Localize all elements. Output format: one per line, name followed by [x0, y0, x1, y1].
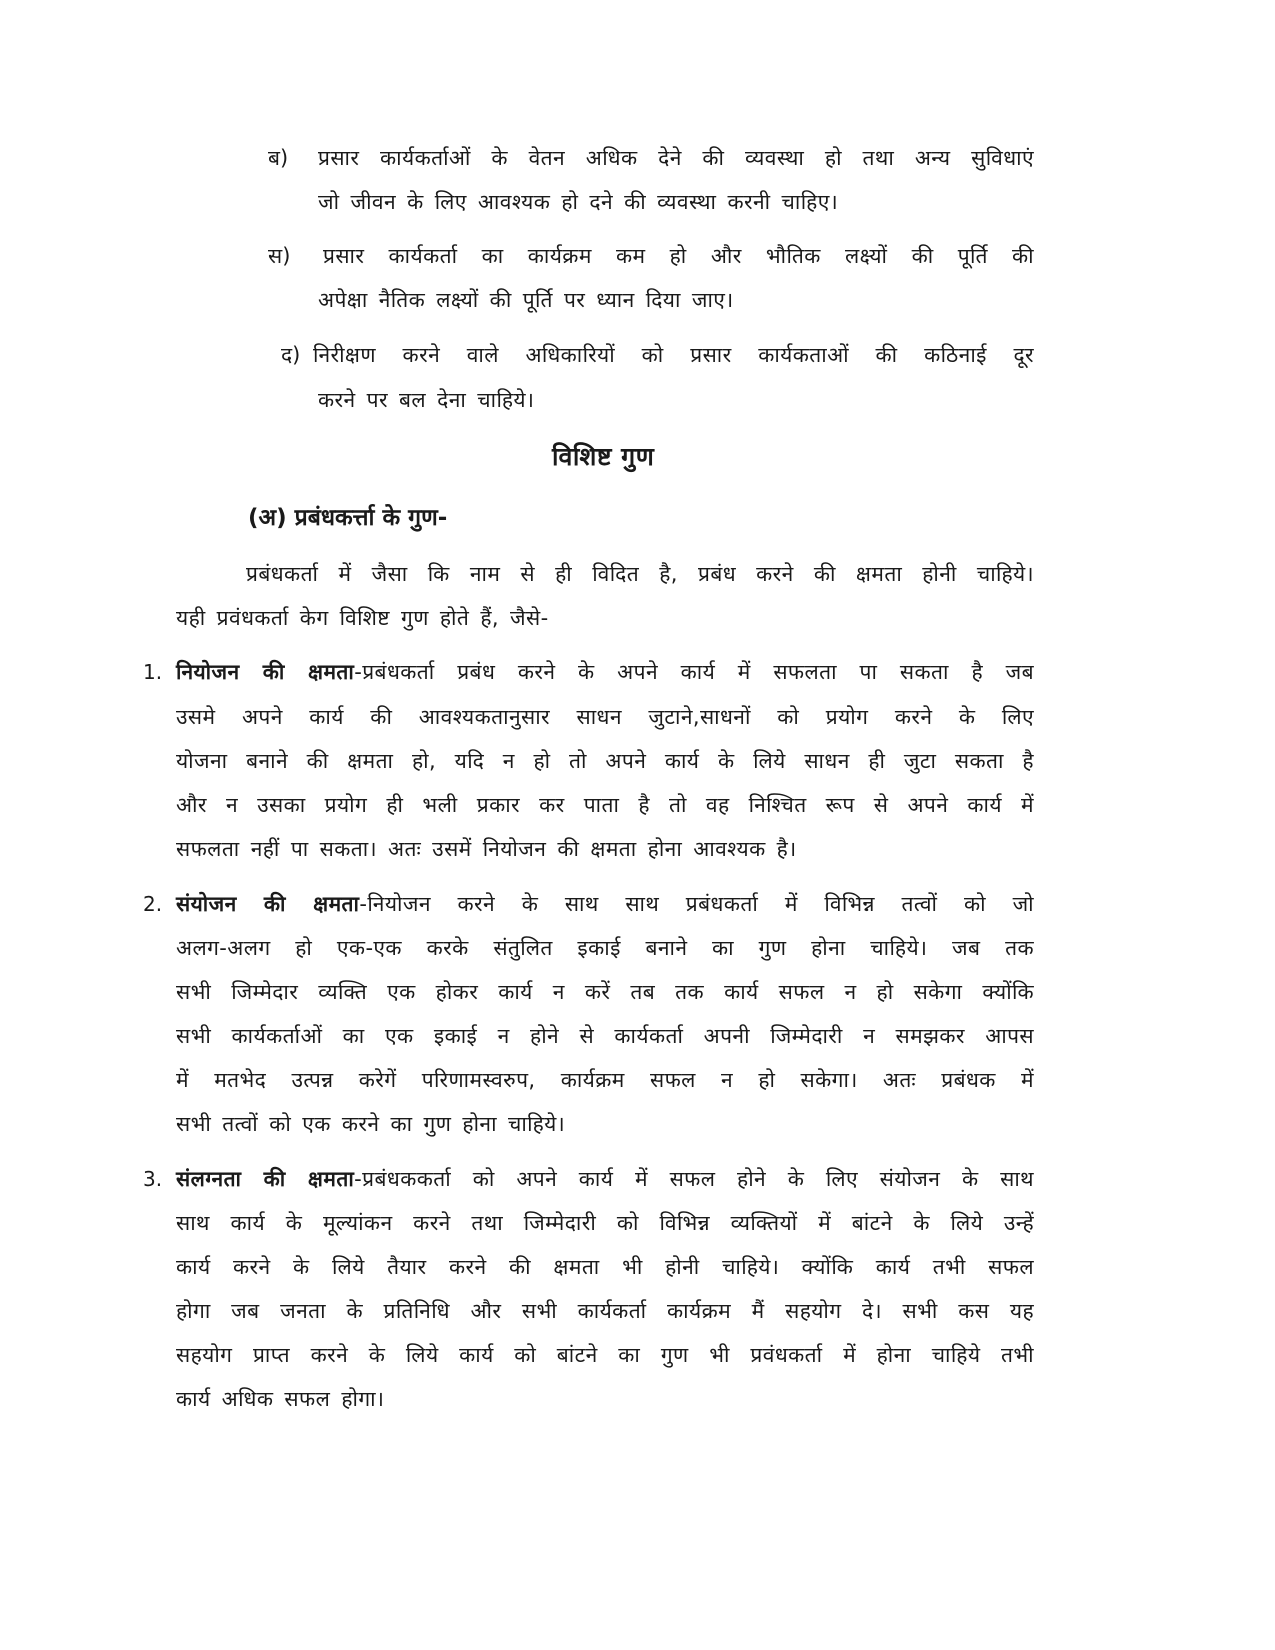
intro-line-1: प्रबंधकर्ता में जैसा कि नाम से ही विदित है, प्रबंध करने की क्षमता होनी चाहिये।: [246, 562, 1034, 586]
section-heading: विशिष्ट गुण: [552, 442, 655, 471]
numbered-item-3-line-1: [176, 1165, 1034, 1193]
numbered-item-3-term: संलग्नता की क्षमता: [176, 1167, 355, 1191]
numbered-item-2-line-5: में मतभेद उत्पन्न करेगें परिणामस्वरुप, कार्यक्रम सफल न हो सकेगा। अतः प्रबंधक में: [176, 1068, 1034, 1092]
numbered-item-3-first-rest: -प्रबंधककर्ता को अपने कार्य में सफल होने के लिए संयोजन के साथ: [354, 1167, 1034, 1191]
numbered-item-2-line-6: सभी तत्वों को एक करने का गुण होना चाहिये।: [176, 1112, 566, 1136]
numbered-item-1-term: नियोजन की क्षमता: [176, 660, 355, 684]
numbered-item-2-line-1: [176, 890, 1034, 918]
sub-item-d-line-2: करने पर बल देना चाहिये।: [318, 388, 535, 412]
sub-item-b-line-2: जो जीवन के लिए आवश्यक हो दने की व्यवस्था करनी चाहिए।: [318, 190, 839, 214]
numbered-item-2-line-2: अलग-अलग हो एक-एक करके संतुलित इकाई बनाने का गुण होना चाहिये। जब तक: [176, 936, 1034, 960]
numbered-item-3-line-3: कार्य करने के लिये तैयार करने की क्षमता भी होनी चाहिये। क्योंकि कार्य तभी सफल: [176, 1255, 1034, 1279]
numbered-item-2-line-4: सभी कार्यकर्ताओं का एक इकाई न होने से कार्यकर्ता अपनी जिम्मेदारी न समझकर आपस: [176, 1024, 1034, 1048]
numbered-item-1-number: 1.: [143, 660, 163, 684]
numbered-item-3-line-2: साथ कार्य के मूल्यांकन करने तथा जिम्मेदारी को विभिन्न व्यक्तियों में बांटने के लिये उन्हें: [176, 1211, 1034, 1235]
sub-item-marker-d: द): [281, 343, 301, 367]
numbered-item-1-line-4: और न उसका प्रयोग ही भली प्रकार कर पाता है तो वह निश्चित रूप से अपने कार्य में: [176, 793, 1034, 817]
numbered-item-1-line-3: योजना बनाने की क्षमता हो, यदि न हो तो अपने कार्य के लिये साधन ही जुटा सकता है: [176, 749, 1034, 773]
numbered-item-3-line-6: कार्य अधिक सफल होगा।: [176, 1387, 385, 1411]
intro-line-2: यही प्रवंधकर्ता केग विशिष्ट गुण होते हैं, जैसे-: [176, 606, 549, 630]
numbered-item-3-number: 3.: [143, 1167, 163, 1191]
numbered-item-2-number: 2.: [143, 892, 163, 916]
sub-item-s-line-2: अपेक्षा नैतिक लक्ष्यों की पूर्ति पर ध्यान दिया जाए।: [318, 288, 734, 312]
sub-item-marker-b: ब): [268, 146, 289, 170]
numbered-item-2-line-3: सभी जिम्मेदार व्यक्ति एक होकर कार्य न करें तब तक कार्य सफल न हो सकेगा क्योंकि: [176, 980, 1034, 1004]
section-subheading: (अ) प्रबंधकर्त्ता के गुण-: [248, 505, 448, 531]
numbered-item-1-line-2: उसमे अपने कार्य की आवश्यकतानुसार साधन जुटाने,साधनों को प्रयोग करने के लिए: [176, 705, 1034, 729]
sub-item-d-line-1: निरीक्षण करने वाले अधिकारियों को प्रसार कार्यकताओं की कठिनाई दूर: [313, 343, 1034, 367]
sub-item-s-line-1: प्रसार कार्यकर्ता का कार्यक्रम कम हो और भौतिक लक्ष्यों की पूर्ति की: [323, 244, 1034, 268]
numbered-item-2-term: संयोजन की क्षमता: [176, 892, 360, 916]
numbered-item-3-line-4: होगा जब जनता के प्रतिनिधि और सभी कार्यकर्ता कार्यक्रम मैं सहयोग दे। सभी कस यह: [176, 1299, 1034, 1323]
numbered-item-1-line-1: [176, 658, 1034, 686]
sub-item-b-line-1: प्रसार कार्यकर्ताओं के वेतन अधिक देने की व्यवस्था हो तथा अन्य सुविधाएं: [318, 146, 1034, 170]
numbered-item-3-line-5: सहयोग प्राप्त करने के लिये कार्य को बांटने का गुण भी प्रवंधकर्ता में होना चाहिये तभी: [176, 1343, 1034, 1367]
numbered-item-1-line-5: सफलता नहीं पा सकता। अतः उसमें नियोजन की क्षमता होना आवश्यक है।: [176, 837, 797, 861]
numbered-item-2-first-rest: -नियोजन करने के साथ साथ प्रबंधकर्ता में विभिन्न तत्वों को जो: [359, 892, 1034, 916]
sub-item-marker-s: स): [268, 244, 291, 268]
numbered-item-1-first-rest: -प्रबंधकर्ता प्रबंध करने के अपने कार्य में सफलता पा सकता है जब: [354, 660, 1034, 684]
